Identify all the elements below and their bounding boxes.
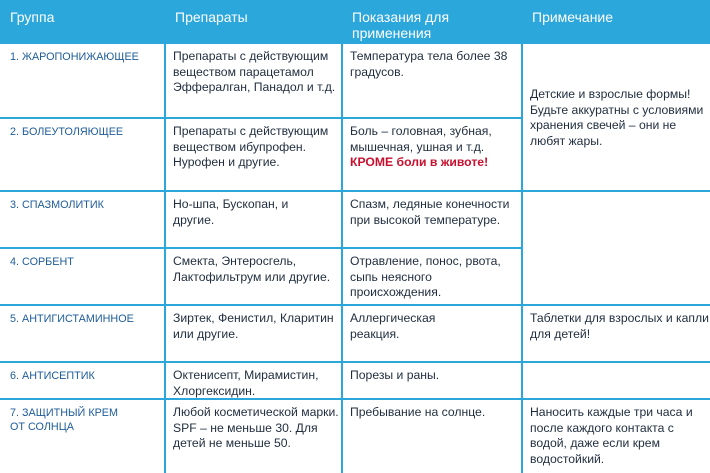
row-notes: Наносить каждые три часа и после каждого контакта с водой, даже если крем водостойкий. [530, 405, 693, 466]
row-drugs: Смекта, Энтеросгель, Лактофильтрум или другие. [173, 254, 331, 284]
indications-text: Боль – головная, зубная, мышечная, ушная и т.д. [350, 124, 492, 154]
warning-text: КРОМЕ боли в животе! [350, 155, 489, 169]
header-drugs-label: Препараты [175, 9, 248, 25]
row-indications: Аллергическая реакция. [350, 311, 436, 341]
row-indications: Пребывание на солнце. [350, 405, 486, 419]
row-indications: Отравление, понос, рвота, сыпь неясного происхождения. [350, 254, 501, 299]
row-drugs: Препараты с действующим веществом ибупрофен. Нурофен и другие. [173, 124, 329, 169]
header-notes [522, 0, 710, 44]
row-group: 1. ЖАРОПОНИЖАЮЩЕЕ [10, 51, 139, 63]
row-group: 3. СПАЗМОЛИТИК [10, 199, 104, 211]
row-drugs: Зиртек, Фенистил, Кларитин или другие. [173, 311, 334, 341]
header-drugs [165, 0, 342, 44]
row-group: 6. АНТИСЕПТИК [10, 370, 95, 382]
header-group [0, 0, 165, 44]
header-indications-label: Показания для применения [352, 9, 450, 41]
row-notes: Таблетки для взрослых и капли для детей! [530, 311, 709, 341]
row-indications: Порезы и раны. [350, 368, 440, 382]
header-indications [342, 0, 522, 44]
row-drugs: Любой косметической марки. SPF – не меньше 30. Для детей не меньше 50. [173, 405, 339, 450]
merged-note: Детские и взрослые формы! Будьте аккуратны с услoвиями хранения свечей – они не любят жары. [530, 87, 704, 148]
row-drugs: Октенисепт, Мирамистин, Хлоргексидин. [173, 368, 319, 398]
row-group: 7. ЗАЩИТНЫЙ КРЕМ ОТ СОЛНЦА [10, 407, 119, 433]
row-indications: Температура тела более 38 градусов. [350, 49, 508, 79]
row-group: 5. АНТИГИСТАМИННОЕ [10, 313, 134, 325]
row-indications [342, 119, 522, 190]
row-drugs: Препараты с действующим веществом парацетамол Эффералган, Панадол и т.д. [173, 49, 336, 94]
row-group: 2. БОЛЕУТОЛЯЮЩЕЕ [10, 126, 124, 138]
row-drugs: Но-шпа, Бускопан, и другие. [173, 197, 289, 227]
header-notes-label: Примечание [532, 9, 614, 25]
header-group-label: Группа [10, 9, 55, 25]
row-indications: Спазм, ледяные конечности при высокой температуре. [350, 197, 510, 227]
row-group: 4. СОРБЕНТ [10, 256, 74, 268]
